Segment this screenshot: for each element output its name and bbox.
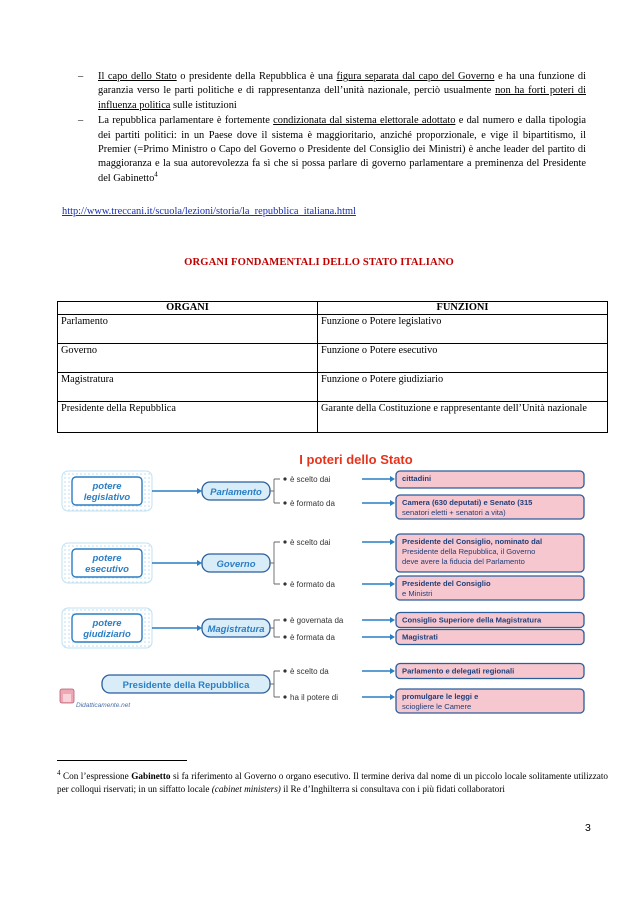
link-verb: è scelto dai: [290, 475, 331, 484]
bullet-dot: [283, 695, 286, 698]
info-box-text: Camera (630 deputati) e Senato (315: [402, 498, 533, 507]
bullet-text-underlined: condizionata dal sistema elettorale adottato: [273, 115, 456, 127]
info-box-text: Magistrati: [402, 632, 438, 642]
arrow-icon: [390, 500, 395, 506]
table-row: [58, 373, 608, 402]
table-cell: Parlamento: [58, 315, 318, 344]
column-header-organi: ORGANI: [58, 302, 318, 315]
powers-diagram: [56, 441, 588, 728]
bullet-text: o presidente della Repubblica è una: [176, 71, 337, 82]
link-verb: è governata da: [290, 616, 344, 625]
bracket-line: [270, 479, 280, 503]
table-cell: Funzione o Potere giudiziario: [318, 373, 608, 402]
table-cell: Presidente della Repubblica: [58, 402, 318, 433]
bracket-line: [270, 620, 280, 637]
power-label: giudiziario: [83, 629, 131, 640]
table-row: [58, 402, 608, 433]
bullet-item: [78, 114, 586, 186]
table-cell: Funzione o Potere esecutivo: [318, 344, 608, 373]
section-heading: ORGANI FONDAMENTALI DELLO STATO ITALIANO: [184, 257, 454, 268]
bullet-dot: [283, 540, 286, 543]
power-label: potere: [92, 618, 122, 629]
info-box-text: Presidente del Consiglio: [402, 579, 491, 588]
bullet-text-underlined: Il capo dello Stato: [98, 71, 177, 82]
table-header-row: [58, 302, 608, 315]
footnote-text: il Re d’Inghilterra si consultava con i più fidati collaboratori: [280, 784, 505, 794]
info-box-text: Parlamento e delegati regionali: [402, 666, 515, 676]
bullet-text-underlined: non ha forti poteri di influenza politica: [98, 85, 586, 111]
link-verb: è formata da: [290, 633, 335, 642]
bracket-line: [270, 542, 280, 584]
footnote-bold: Gabinetto: [131, 771, 171, 781]
power-block: [62, 471, 584, 519]
footnote-text: Con l’espressione: [60, 771, 132, 781]
organ-label: Governo: [216, 559, 256, 570]
info-box-text: deve avere la fiducia del Parlamento: [402, 557, 525, 566]
bracket-line: [270, 671, 280, 697]
footnote-ref[interactable]: 4: [154, 170, 158, 179]
organs-table: [57, 301, 608, 433]
info-box-text: sciogliere le Camere: [402, 702, 472, 711]
link-verb: è scelto da: [290, 667, 329, 676]
table-row: [58, 315, 608, 344]
table-cell: Garante della Costituzione e rappresentante dell’Unità nazionale: [318, 402, 608, 433]
bullet-dot: [283, 477, 286, 480]
arrow-icon: [390, 476, 395, 482]
bullet-dot: [283, 582, 286, 585]
arrow-icon: [390, 634, 395, 640]
diagram-title: I poteri dello Stato: [299, 452, 413, 467]
watermark-text: Didatticamente.net: [76, 702, 131, 709]
bullet-dash: –: [78, 115, 84, 127]
power-label: potere: [92, 481, 122, 492]
organ-label: Parlamento: [210, 487, 262, 498]
arrow-icon: [390, 694, 395, 700]
power-label: legislativo: [83, 492, 131, 503]
table-cell: Governo: [58, 344, 318, 373]
footnote-number: 4: [57, 768, 61, 777]
arrow-icon: [197, 560, 202, 566]
footnote-italic: (cabinet ministers): [211, 784, 281, 794]
treccani-link[interactable]: http://www.treccani.it/scuola/lezioni/storia/la_repubblica_italiana.html: [62, 206, 356, 217]
bullet-text: e dal numero e dalla tipologia dei partiti politici: in un Paese dove il sistema è maggioritario, anziché proporzionale, e vige il bipartitismo, il Premier (=Primo Ministro o Capo del Governo o Presidente del Consiglio dei Ministri) è anche leader del partito di maggioranza e la sua autorevolezza fa sì che si possa parlare di governo parlamentare a preminenza del Presidente del Gabinetto: [98, 115, 586, 184]
power-block: [62, 608, 584, 648]
link-verb: è formato da: [290, 580, 335, 589]
power-label: esecutivo: [85, 564, 129, 575]
info-box-text: Presidente della Repubblica, il Governo: [402, 547, 536, 556]
info-box-text: Consiglio Superiore della Magistratura: [402, 615, 542, 625]
bullet-text: e ha una funzione di garanzia verso le parti politiche e di rappresentanza dell’unità nazionale, perciò usualmente: [98, 71, 586, 97]
info-box-text: cittadini: [402, 474, 432, 483]
info-box-text: Presidente del Consiglio, nominato dal: [402, 537, 543, 546]
link-verb: ha il potere di: [290, 693, 339, 702]
arrow-icon: [390, 617, 395, 623]
bullet-dot: [283, 669, 286, 672]
bullet-item: [78, 70, 586, 113]
info-box-text: promulgare le leggi e: [402, 692, 479, 701]
footnote-text: si fa riferimento al Governo o organo esecutivo. Il termine deriva dal nome di un piccolo locale solitamente utilizzato per colloqui riservati; in un siffatto locale: [57, 771, 608, 794]
bullet-text: sulle istituzioni: [170, 99, 237, 111]
arrow-icon: [390, 668, 395, 674]
bullet-list: [78, 70, 586, 187]
link-verb: è formato da: [290, 499, 335, 508]
organ-label: Magistratura: [207, 624, 265, 635]
bullet-dot: [283, 618, 286, 621]
bullet-text: La repubblica parlamentare è fortemente: [98, 115, 274, 127]
bullet-dot: [283, 635, 286, 638]
link-verb: è scelto dai: [290, 538, 331, 547]
arrow-icon: [390, 539, 395, 545]
arrow-icon: [197, 488, 202, 494]
diagram-rows: [62, 471, 584, 713]
power-label: potere: [92, 553, 122, 564]
page-number: 3: [585, 822, 591, 834]
footnote: [57, 770, 608, 796]
column-header-funzioni: FUNZIONI: [318, 302, 608, 315]
bullet-dash: –: [78, 71, 84, 82]
table-cell: Funzione o Potere legislativo: [318, 315, 608, 344]
power-block: [102, 664, 584, 714]
info-box-text: senatori eletti + senatori a vita): [402, 508, 506, 517]
bullet-dot: [283, 501, 286, 504]
footnote-separator: [57, 760, 187, 761]
arrow-icon: [390, 581, 395, 587]
table-row: [58, 344, 608, 373]
table-cell: Magistratura: [58, 373, 318, 402]
bullet-text-underlined: figura separata dal capo del Governo: [336, 71, 495, 82]
arrow-icon: [197, 625, 202, 631]
power-block: [62, 534, 584, 600]
organ-label: Presidente della Repubblica: [122, 680, 250, 691]
info-box-text: e Ministri: [402, 589, 433, 598]
